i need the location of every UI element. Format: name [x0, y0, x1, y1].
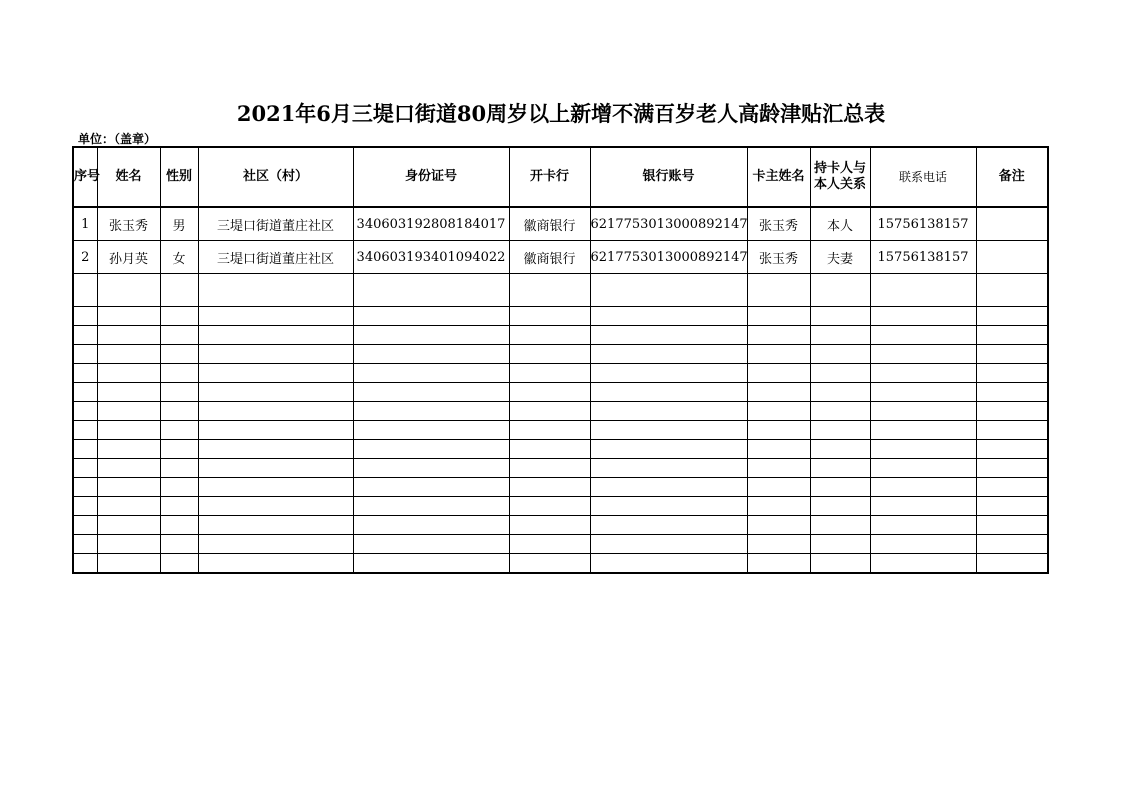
empty-cell	[509, 364, 590, 383]
cell-name: 张玉秀	[97, 207, 160, 241]
empty-cell	[810, 383, 870, 402]
empty-cell	[509, 497, 590, 516]
empty-cell	[870, 274, 976, 307]
table-row-empty	[73, 459, 1048, 478]
cell-seq: 1	[73, 207, 97, 241]
empty-cell	[353, 497, 509, 516]
empty-cell	[509, 459, 590, 478]
header-community: 社区（村）	[198, 147, 353, 207]
empty-cell	[747, 478, 810, 497]
empty-cell	[97, 497, 160, 516]
empty-cell	[509, 516, 590, 535]
empty-cell	[976, 421, 1048, 440]
empty-cell	[97, 364, 160, 383]
cell-gender: 女	[160, 241, 198, 274]
table-row-empty	[73, 402, 1048, 421]
table-row-empty	[73, 535, 1048, 554]
empty-cell	[870, 535, 976, 554]
empty-cell	[353, 440, 509, 459]
empty-cell	[747, 440, 810, 459]
cell-seq: 2	[73, 241, 97, 274]
header-name: 姓名	[97, 147, 160, 207]
empty-cell	[810, 497, 870, 516]
empty-cell	[747, 497, 810, 516]
empty-cell	[353, 326, 509, 345]
empty-cell	[509, 383, 590, 402]
empty-cell	[590, 440, 747, 459]
empty-cell	[198, 535, 353, 554]
header-row	[73, 147, 1048, 207]
table-row-empty	[73, 364, 1048, 383]
header-phone: 联系电话	[870, 147, 976, 207]
empty-cell	[976, 459, 1048, 478]
empty-cell	[160, 421, 198, 440]
cell-remark	[976, 241, 1048, 274]
empty-cell	[353, 345, 509, 364]
empty-cell	[198, 274, 353, 307]
empty-cell	[509, 326, 590, 345]
empty-cell	[353, 364, 509, 383]
empty-cell	[198, 421, 353, 440]
cell-card-holder: 张玉秀	[747, 241, 810, 274]
empty-cell	[509, 345, 590, 364]
table-row-empty	[73, 345, 1048, 364]
empty-cell	[353, 478, 509, 497]
empty-cell	[73, 497, 97, 516]
empty-cell	[810, 459, 870, 478]
cell-id-number: 340603192808184017	[353, 207, 509, 241]
empty-cell	[590, 459, 747, 478]
empty-cell	[810, 307, 870, 326]
empty-cell	[590, 554, 747, 574]
empty-cell	[73, 402, 97, 421]
cell-card-holder: 张玉秀	[747, 207, 810, 241]
empty-cell	[590, 516, 747, 535]
table-row-empty	[73, 478, 1048, 497]
cell-name: 孙月英	[97, 241, 160, 274]
empty-cell	[198, 459, 353, 478]
table-row-empty	[73, 421, 1048, 440]
empty-cell	[810, 440, 870, 459]
empty-cell	[73, 535, 97, 554]
empty-cell	[160, 440, 198, 459]
table-row-empty	[73, 274, 1048, 307]
empty-cell	[747, 402, 810, 421]
empty-cell	[509, 535, 590, 554]
empty-cell	[747, 274, 810, 307]
empty-cell	[97, 307, 160, 326]
table-row-empty	[73, 326, 1048, 345]
empty-cell	[976, 307, 1048, 326]
header-id-number: 身份证号	[353, 147, 509, 207]
empty-cell	[198, 307, 353, 326]
empty-cell	[870, 497, 976, 516]
empty-cell	[97, 459, 160, 478]
cell-community: 三堤口街道董庄社区	[198, 241, 353, 274]
empty-cell	[976, 402, 1048, 421]
empty-cell	[160, 326, 198, 345]
empty-cell	[590, 535, 747, 554]
empty-cell	[97, 345, 160, 364]
empty-cell	[590, 326, 747, 345]
empty-cell	[976, 535, 1048, 554]
empty-cell	[810, 274, 870, 307]
cell-phone: 15756138157	[870, 207, 976, 241]
empty-cell	[747, 345, 810, 364]
empty-cell	[198, 364, 353, 383]
empty-cell	[97, 274, 160, 307]
empty-cell	[976, 345, 1048, 364]
empty-cell	[870, 421, 976, 440]
header-bank: 开卡行	[509, 147, 590, 207]
empty-cell	[160, 345, 198, 364]
empty-cell	[810, 535, 870, 554]
subsidy-table	[72, 146, 1049, 574]
empty-cell	[509, 554, 590, 574]
empty-cell	[747, 535, 810, 554]
empty-cell	[198, 402, 353, 421]
cell-relation: 夫妻	[810, 241, 870, 274]
empty-cell	[810, 326, 870, 345]
empty-cell	[509, 440, 590, 459]
empty-cell	[97, 516, 160, 535]
empty-cell	[810, 554, 870, 574]
empty-cell	[73, 364, 97, 383]
empty-cell	[747, 326, 810, 345]
empty-cell	[198, 516, 353, 535]
empty-cell	[97, 421, 160, 440]
header-account: 银行账号	[590, 147, 747, 207]
empty-cell	[590, 307, 747, 326]
table-row-empty	[73, 516, 1048, 535]
cell-account: 6217753013000892147	[590, 241, 747, 274]
empty-cell	[810, 478, 870, 497]
empty-cell	[353, 459, 509, 478]
empty-cell	[160, 402, 198, 421]
unit-label: 单位：（盖章）	[78, 132, 157, 146]
empty-cell	[198, 497, 353, 516]
empty-cell	[97, 554, 160, 574]
empty-cell	[976, 440, 1048, 459]
empty-cell	[160, 274, 198, 307]
empty-cell	[747, 307, 810, 326]
empty-cell	[160, 478, 198, 497]
empty-cell	[590, 497, 747, 516]
empty-cell	[810, 402, 870, 421]
empty-cell	[810, 364, 870, 383]
empty-cell	[810, 345, 870, 364]
empty-cell	[747, 383, 810, 402]
cell-phone: 15756138157	[870, 241, 976, 274]
cell-account: 6217753013000892147	[590, 207, 747, 241]
empty-cell	[976, 326, 1048, 345]
empty-cell	[97, 326, 160, 345]
header-seq: 序号	[73, 147, 97, 207]
empty-cell	[870, 345, 976, 364]
empty-cell	[160, 535, 198, 554]
empty-cell	[976, 478, 1048, 497]
empty-cell	[353, 516, 509, 535]
empty-cell	[198, 554, 353, 574]
table-row-empty	[73, 307, 1048, 326]
empty-cell	[73, 459, 97, 478]
empty-cell	[353, 535, 509, 554]
empty-cell	[747, 516, 810, 535]
empty-cell	[870, 459, 976, 478]
empty-cell	[73, 274, 97, 307]
empty-cell	[870, 554, 976, 574]
empty-cell	[353, 307, 509, 326]
empty-cell	[353, 554, 509, 574]
table-row	[73, 207, 1048, 241]
cell-community: 三堤口街道董庄社区	[198, 207, 353, 241]
empty-cell	[870, 364, 976, 383]
empty-cell	[97, 440, 160, 459]
empty-cell	[73, 440, 97, 459]
empty-cell	[870, 402, 976, 421]
header-remark: 备注	[976, 147, 1048, 207]
cell-bank: 徽商银行	[509, 207, 590, 241]
empty-cell	[509, 307, 590, 326]
empty-cell	[810, 516, 870, 535]
empty-cell	[870, 478, 976, 497]
empty-cell	[747, 364, 810, 383]
empty-cell	[870, 516, 976, 535]
empty-cell	[97, 383, 160, 402]
empty-cell	[509, 402, 590, 421]
table-row-empty	[73, 383, 1048, 402]
empty-cell	[97, 478, 160, 497]
empty-cell	[976, 516, 1048, 535]
empty-cell	[590, 345, 747, 364]
empty-cell	[976, 274, 1048, 307]
empty-cell	[198, 478, 353, 497]
empty-cell	[976, 497, 1048, 516]
empty-cell	[509, 421, 590, 440]
empty-cell	[747, 554, 810, 574]
empty-cell	[353, 402, 509, 421]
empty-cell	[73, 478, 97, 497]
empty-cell	[160, 383, 198, 402]
table-row-empty	[73, 497, 1048, 516]
cell-gender: 男	[160, 207, 198, 241]
empty-cell	[73, 326, 97, 345]
table-row	[73, 241, 1048, 274]
cell-relation: 本人	[810, 207, 870, 241]
empty-cell	[590, 421, 747, 440]
empty-cell	[590, 364, 747, 383]
empty-cell	[747, 459, 810, 478]
empty-cell	[353, 421, 509, 440]
empty-cell	[160, 364, 198, 383]
empty-cell	[870, 307, 976, 326]
page-title: 2021年6月三堤口街道80周岁以上新增不满百岁老人高龄津贴汇总表	[236, 101, 886, 126]
cell-bank: 徽商银行	[509, 241, 590, 274]
empty-cell	[353, 274, 509, 307]
empty-cell	[73, 516, 97, 535]
empty-cell	[198, 345, 353, 364]
empty-cell	[353, 383, 509, 402]
empty-cell	[976, 383, 1048, 402]
empty-cell	[73, 383, 97, 402]
empty-cell	[870, 440, 976, 459]
empty-cell	[870, 383, 976, 402]
empty-cell	[160, 554, 198, 574]
empty-cell	[590, 274, 747, 307]
cell-remark	[976, 207, 1048, 241]
header-gender: 性别	[160, 147, 198, 207]
header-card-holder: 卡主姓名	[747, 147, 810, 207]
table-row-empty	[73, 554, 1048, 574]
empty-cell	[198, 326, 353, 345]
empty-cell	[976, 364, 1048, 383]
header-relation: 持卡人与本人关系	[810, 147, 870, 207]
empty-cell	[870, 326, 976, 345]
empty-cell	[747, 421, 810, 440]
empty-cell	[509, 274, 590, 307]
empty-cell	[160, 459, 198, 478]
empty-cell	[160, 497, 198, 516]
empty-cell	[590, 383, 747, 402]
empty-cell	[97, 402, 160, 421]
empty-cell	[976, 554, 1048, 574]
empty-cell	[73, 554, 97, 574]
empty-cell	[198, 440, 353, 459]
empty-cell	[73, 421, 97, 440]
empty-cell	[509, 478, 590, 497]
table-row-empty	[73, 440, 1048, 459]
empty-cell	[590, 402, 747, 421]
empty-cell	[198, 383, 353, 402]
empty-cell	[160, 516, 198, 535]
empty-cell	[160, 307, 198, 326]
empty-cell	[97, 535, 160, 554]
cell-id-number: 340603193401094022	[353, 241, 509, 274]
empty-cell	[590, 478, 747, 497]
empty-cell	[73, 307, 97, 326]
empty-cell	[73, 345, 97, 364]
empty-cell	[810, 421, 870, 440]
